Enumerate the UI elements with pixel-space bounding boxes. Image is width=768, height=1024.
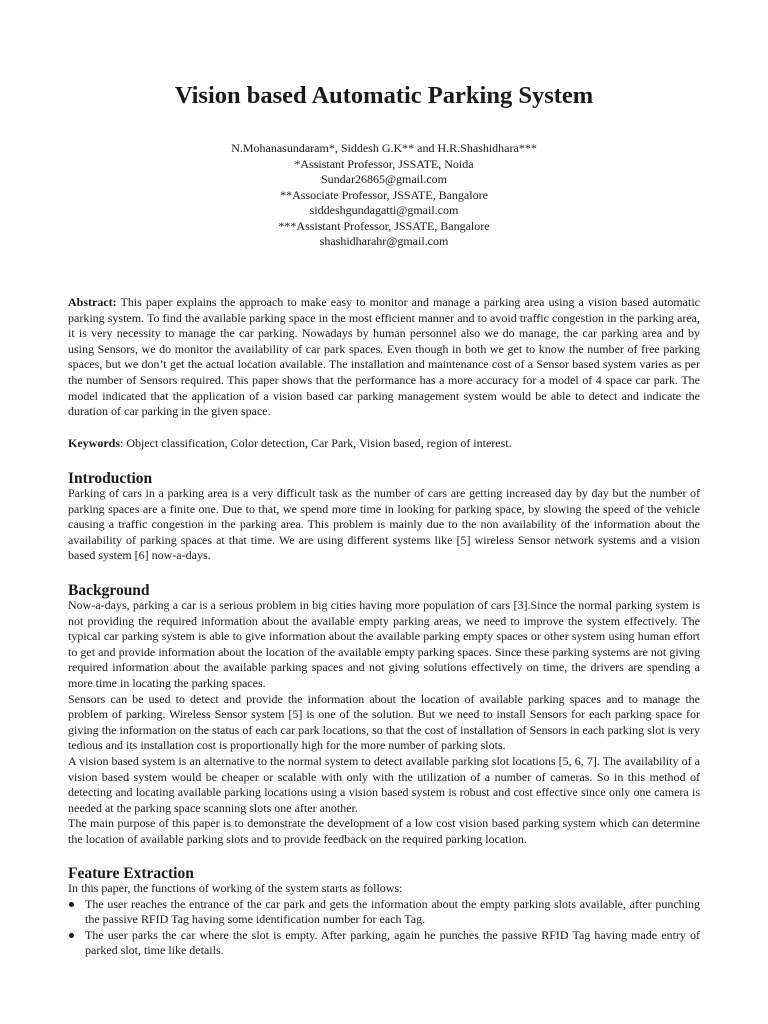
feature-extraction-heading: Feature Extraction — [68, 865, 194, 882]
abstract-label: Abstract: — [68, 295, 117, 309]
introduction-heading: Introduction — [68, 470, 153, 487]
bullet-icon — [69, 933, 74, 938]
paper-title: Vision based Automatic Parking System — [174, 82, 594, 109]
keywords-label: Keywords — [68, 436, 120, 450]
background-section — [68, 598, 700, 848]
background-paragraph-2: Sensors can be used to detect and provide the information about the location of available parking spaces and to manage the problem of parking. Wireless Sensor system [5] is one of the solution. But we need to install Sensors for each parking space for giving the information on the status of each car park locations, so that the cost of installation of Sensors in each parking slot is very tedious and its installation cost is proportionally high for the more number of parking slots. — [68, 691, 700, 753]
bullet-icon — [69, 902, 74, 907]
introduction-paragraph: Parking of cars in a parking area is a very difficult task as the number of cars are getting increased day by day but the number of parking spaces are a finite one. Due to that, we spend more time in looking for parking space, by slowing the speed of the vehicle causing a traffic congestion in the parking area. This problem is mainly due to the non availability of the information about the availability of parking spaces at that time. We are using different systems like [5] wireless Sensor network systems and a vision based system [6] now-a-days. — [68, 486, 700, 563]
author-block — [0, 141, 768, 250]
background-heading: Background — [68, 582, 150, 599]
author-affiliation-2: **Associate Professor, JSSATE, Bangalore — [280, 187, 488, 202]
background-paragraph-1: Now-a-days, parking a car is a serious problem in big cities having more population of cars [3].Since the normal parking system is not providing the required information about the available empty parking areas, we need to improve the system effectively. The typical car parking system is able to give information about the available parking empty spaces or other system using human effort to get and provide information about the location of the available empty parking spaces. Since these parking systems are not giving required information about the available parking spaces and not giving solutions effectively on time, the drivers are spending a more time in locating the parking spaces. — [68, 598, 700, 690]
feature-extraction-intro: In this paper, the functions of working of the system starts as follows: — [68, 881, 403, 895]
abstract-text: This paper explains the approach to make easy to monitor and manage a parking area using a vision based automatic parking system. To find the available parking space in the most efficient manner and to avoid traffic congestion in the parking area, it is very necessity to manage the car parking. Nowadays by human personnel also we do manage, the car parking area and by using Sensors, we do monitor the availability of car park spaces. Even though in both we get to know the number of free parking spaces, but we don’t get the actual location available. The installation and maintenance cost of a Sensor based system varies as per the number of Sensors required. This paper shows that the performance has a more accuracy for a model of 4 space car park. The model indicated that the application of a vision based car parking management system would be able to detect and indicate the duration of car parking in the given space. — [68, 295, 700, 419]
author-email-1: Sundar26865@gmail.com — [320, 172, 448, 186]
list-item — [68, 897, 700, 928]
keywords-paragraph — [68, 436, 700, 452]
feature-extraction-list — [68, 897, 700, 959]
author-email-3: shashidharahr@gmail.com — [319, 234, 449, 248]
list-item — [68, 928, 700, 959]
list-item-text: The user parks the car where the slot is empty. After parking, again he punches the passive RFID Tag having made entry of parked slot, time like details. — [85, 927, 700, 958]
background-paragraph-4: The main purpose of this paper is to demonstrate the development of a low cost vision based parking system which can determine the location of available parking slots and to provide feedback on the required parking location. — [68, 816, 700, 846]
background-paragraph-3: A vision based system is an alternative to the normal system to detect available parking slot locations [5, 6, 7]. The availability of a vision based system would be cheaper or scalable with only with the utilization of a number of cameras. So in this method of detecting and locating available parking locations using a vision based system is robust and cost effective since only one camera is needed at the parking space scanning slots one after another. — [68, 753, 700, 815]
author-affiliation-3: ***Assistant Professor, JSSATE, Bangalore — [278, 218, 490, 233]
feature-extraction-section — [68, 881, 700, 959]
list-item-text: The user reaches the entrance of the car park and gets the information about the empty parking slots available, after punching the passive RFID Tag having some identification number for each Tag. — [85, 896, 700, 927]
keywords-text: : Object classification, Color detection, Car Park, Vision based, region of interest. — [120, 436, 512, 450]
author-affiliation-1: *Assistant Professor, JSSATE, Noida — [294, 156, 474, 171]
author-email-2: siddeshgundagatti@gmail.com — [309, 203, 459, 217]
author-names: N.Mohanasundaram*, Siddesh G.K** and H.R.Shashidhara*** — [231, 141, 537, 155]
abstract-paragraph — [68, 295, 700, 420]
